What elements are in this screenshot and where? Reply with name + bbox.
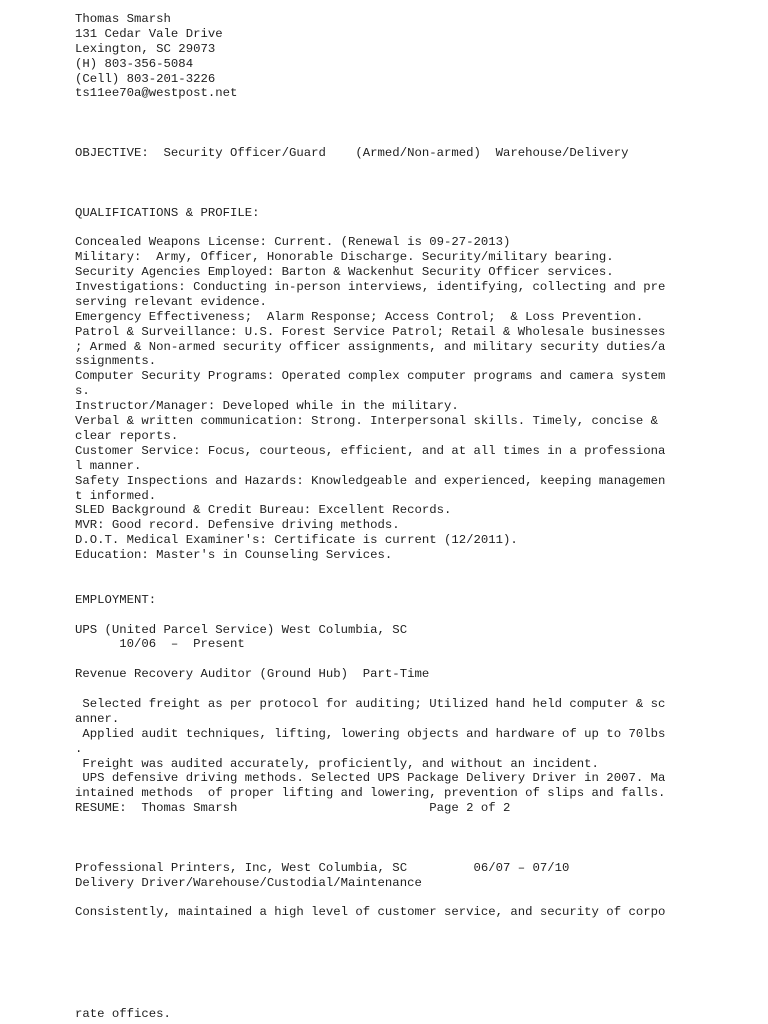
qualification-line: Instructor/Manager: Developed while in the military. <box>75 399 459 414</box>
blank-line <box>75 891 755 906</box>
blank-line <box>75 831 755 846</box>
name-line: Thomas Smarsh <box>75 12 171 26</box>
qualification-line: Safety Inspections and Hazards: Knowledgeable and experienced, keeping managemen <box>75 473 666 488</box>
duty-line: . <box>75 741 83 756</box>
qualification-line: SLED Background & Credit Bureau: Excellent Records. <box>75 503 452 518</box>
job-title-line: Delivery Driver/Warehouse/Custodial/Maintenance <box>75 875 422 890</box>
email-address: ts11ee70a@westpost.net <box>75 86 238 101</box>
qualification-line: serving relevant evidence. <box>75 294 267 309</box>
qualification-line: ssignments. <box>75 354 157 369</box>
qualification-line: MVR: Good record. Defensive driving methods. <box>75 518 400 533</box>
blank-line <box>75 816 755 831</box>
qualification-line: l manner. <box>75 458 142 473</box>
qualification-line: D.O.T. Medical Examiner's: Certificate is current (12/2011). <box>75 533 518 548</box>
qualification-line: Military: Army, Officer, Honorable Discharge. Security/military bearing. <box>75 250 614 265</box>
blank-line <box>75 608 755 623</box>
blank-line <box>75 131 755 146</box>
continued-duty-line: rate offices. <box>75 1007 171 1021</box>
qualification-line: Customer Service: Focus, courteous, efficient, and at all times in a professiona <box>75 443 666 458</box>
qualification-line: clear reports. <box>75 428 179 443</box>
qualification-line: ; Armed & Non-armed security officer assignments, and military security duties/a <box>75 339 666 354</box>
employer-line: Professional Printers, Inc, West Columbia, SC 06/07 – 07/10 <box>75 860 570 875</box>
blank-line <box>75 578 755 593</box>
qualification-line: Verbal & written communication: Strong. Interpersonal skills. Timely, concise & <box>75 414 658 429</box>
blank-line <box>75 846 755 861</box>
duty-line: Consistently, maintained a high level of customer service, and security of corpo <box>75 905 666 920</box>
cell-phone: (Cell) 803-201-3226 <box>75 71 216 86</box>
objective-line: OBJECTIVE: Security Officer/Guard (Armed/Non-armed) Warehouse/Delivery <box>75 146 629 161</box>
qualifications-heading: QUALIFICATIONS & PROFILE: <box>75 205 260 220</box>
duty-line: UPS defensive driving methods. Selected UPS Package Delivery Driver in 2007. Ma <box>75 771 666 786</box>
qualification-line: s. <box>75 384 90 399</box>
blank-line <box>75 191 755 206</box>
duty-line: anner. <box>75 711 120 726</box>
qualification-line: Concealed Weapons License: Current. (Renewal is 09-27-2013) <box>75 235 511 250</box>
employment-dates: 10/06 – Present <box>75 637 245 652</box>
blank-line <box>75 220 755 235</box>
blank-line <box>75 563 755 578</box>
qualification-line: Education: Master's in Counseling Services. <box>75 548 393 563</box>
duty-line: Freight was audited accurately, proficiently, and without an incident. <box>75 756 599 771</box>
qualification-line: Emergency Effectiveness; Alarm Response; Access Control; & Loss Prevention. <box>75 309 644 324</box>
qualification-line: Investigations: Conducting in-person interviews, identifying, collecting and pre <box>75 280 666 295</box>
employer-line: UPS (United Parcel Service) West Columbia, SC <box>75 622 408 637</box>
address-city: Lexington, SC 29073 <box>75 41 216 56</box>
blank-line <box>75 176 755 191</box>
qualification-line: t informed. <box>75 488 157 503</box>
blank-line <box>75 682 755 697</box>
blank-line <box>75 101 755 116</box>
duty-line: intained methods of proper lifting and lowering, prevention of slips and falls. <box>75 786 666 801</box>
qualification-line: Patrol & Surveillance: U.S. Forest Service Patrol; Retail & Wholesale businesses <box>75 324 666 339</box>
page-header-line: RESUME: Thomas Smarsh Page 2 of 2 <box>75 801 511 816</box>
blank-line <box>75 652 755 667</box>
duty-line: Applied audit techniques, lifting, lowering objects and hardware of up to 70lbs <box>75 726 666 741</box>
qualification-line: Computer Security Programs: Operated complex computer programs and camera system <box>75 369 666 384</box>
qualification-line: Security Agencies Employed: Barton & Wackenhut Security Officer services. <box>75 265 614 280</box>
resume-page <box>75 12 755 920</box>
address-street: 131 Cedar Vale Drive <box>75 26 223 41</box>
blank-line <box>75 161 755 176</box>
duty-line: Selected freight as per protocol for auditing; Utilized hand held computer & sc <box>75 696 666 711</box>
blank-line <box>75 116 755 131</box>
home-phone: (H) 803-356-5084 <box>75 56 194 71</box>
job-title-line: Revenue Recovery Auditor (Ground Hub) Part-Time <box>75 667 430 682</box>
employment-heading: EMPLOYMENT: <box>75 592 157 607</box>
